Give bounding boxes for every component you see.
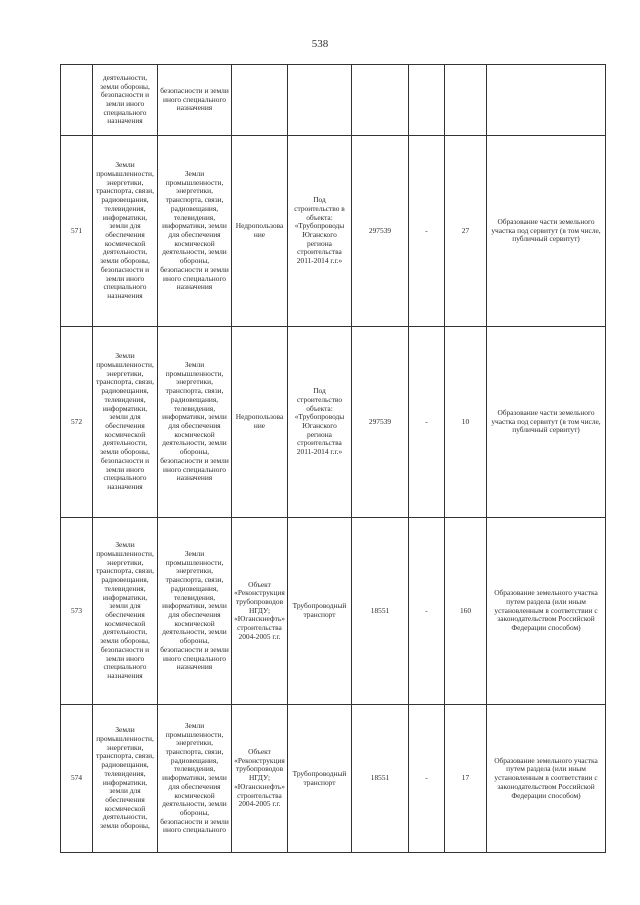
row-number-cell: 574 — [61, 705, 93, 853]
note-cell: Образование земельного участка путем раздела (или иным установленным в соответствии с законодательством Российской Федерации способом) — [487, 705, 606, 853]
land-registry-table — [60, 64, 606, 853]
purpose-cell — [288, 65, 352, 136]
page-number: 538 — [311, 38, 329, 50]
note-cell: Образование части земельного участка под сервитут (в том числе, публичный сервитут) — [487, 136, 606, 327]
land-category-detail-cell: Земли промышленности, энергетики, транспорта, связи, радиовещания, телевидения, информатики, земли для обеспечения космической деятельности, земли обороны, безопасности и земли иного специального назначения — [158, 136, 232, 327]
purpose-cell: Трубопроводный транспорт — [288, 705, 352, 853]
value-cell: 17 — [445, 705, 487, 853]
area-cell: 18551 — [352, 518, 409, 705]
land-category-cell: Земли промышленности, энергетики, транспорта, связи, радиовещания, телевидения, информатики, земли для обеспечения космической деятельности, земли обороны, безопасности и земли иного специального назначения — [93, 327, 158, 518]
purpose-cell: Под строительство в объекта: «Трубопроводы Юганского региона строительства 2011-2014 г.г.» — [288, 136, 352, 327]
purpose-cell: Трубопроводный транспорт — [288, 518, 352, 705]
use-type-cell — [232, 65, 288, 136]
area-cell: 297539 — [352, 327, 409, 518]
row-number-cell — [61, 65, 93, 136]
row-number-cell: 573 — [61, 518, 93, 705]
land-category-cell: деятельности, земли обороны, безопасности и земли иного специального назначения — [93, 65, 158, 136]
dash-cell: - — [409, 518, 445, 705]
row-number-cell: 571 — [61, 136, 93, 327]
note-cell: Образование земельного участка путем раздела (или иным установленным в соответствии с законодательством Российской Федерации способом) — [487, 518, 606, 705]
land-category-detail-cell: Земли промышленности, энергетики, транспорта, связи, радиовещания, телевидения, информатики, земли для обеспечения космической деятельности, земли обороны, безопасности и земли иного специального назначения — [158, 518, 232, 705]
table-row — [61, 705, 606, 853]
table-row — [61, 327, 606, 518]
land-category-cell: Земли промышленности, энергетики, транспорта, связи, радиовещания, телевидения, информатики, земли для обеспечения космической деятельности, земли обороны, безопасности и земли иного специального назначения — [93, 518, 158, 705]
row-number-cell: 572 — [61, 327, 93, 518]
land-category-detail-cell: Земли промышленности, энергетики, транспорта, связи, радиовещания, телевидения, информатики, земли для обеспечения космической деятельности, земли обороны, безопасности и земли иного специального назначения — [158, 327, 232, 518]
land-category-detail-cell: безопасности и земли иного специального назначения — [158, 65, 232, 136]
land-category-cell: Земли промышленности, энергетики, транспорта, связи, радиовещания, телевидения, информатики, земли для обеспечения космической деятельности, земли обороны, безопасности и земли иного специального назначения — [93, 136, 158, 327]
use-type-cell: Объект «Реконструкция трубопроводов НГДУ; «Юганскнефть» строительства 2004-2005 г.г. — [232, 518, 288, 705]
value-cell: 27 — [445, 136, 487, 327]
note-cell — [487, 65, 606, 136]
dash-cell: - — [409, 705, 445, 853]
area-cell — [352, 65, 409, 136]
land-category-cell: Земли промышленности, энергетики, транспорта, связи, радиовещания, телевидения, информатики, земли для обеспечения космической деятельности, земли обороны, — [93, 705, 158, 853]
land-category-detail-cell: Земли промышленности, энергетики, транспорта, связи, радиовещания, телевидения, информатики, земли для обеспечения космической деятельности, земли обороны, безопасности и земли иного специального — [158, 705, 232, 853]
note-cell: Образование части земельного участка под сервитут (в том числе, публичный сервитут) — [487, 327, 606, 518]
area-cell: 297539 — [352, 136, 409, 327]
dash-cell: - — [409, 136, 445, 327]
use-type-cell: Объект «Реконструкция трубопроводов НГДУ; «Юганскнефть» строительства 2004-2005 г.г. — [232, 705, 288, 853]
area-cell: 18551 — [352, 705, 409, 853]
table-row-continuation — [61, 65, 606, 136]
value-cell: 10 — [445, 327, 487, 518]
table-row — [61, 136, 606, 327]
dash-cell: - — [409, 327, 445, 518]
use-type-cell: Недропользование — [232, 327, 288, 518]
purpose-cell: Под строительство объекта: «Трубопроводы Юганского региона строительства 2011-2014 г.г.» — [288, 327, 352, 518]
dash-cell — [409, 65, 445, 136]
value-cell — [445, 65, 487, 136]
table-row — [61, 518, 606, 705]
use-type-cell: Недропользование — [232, 136, 288, 327]
value-cell: 160 — [445, 518, 487, 705]
